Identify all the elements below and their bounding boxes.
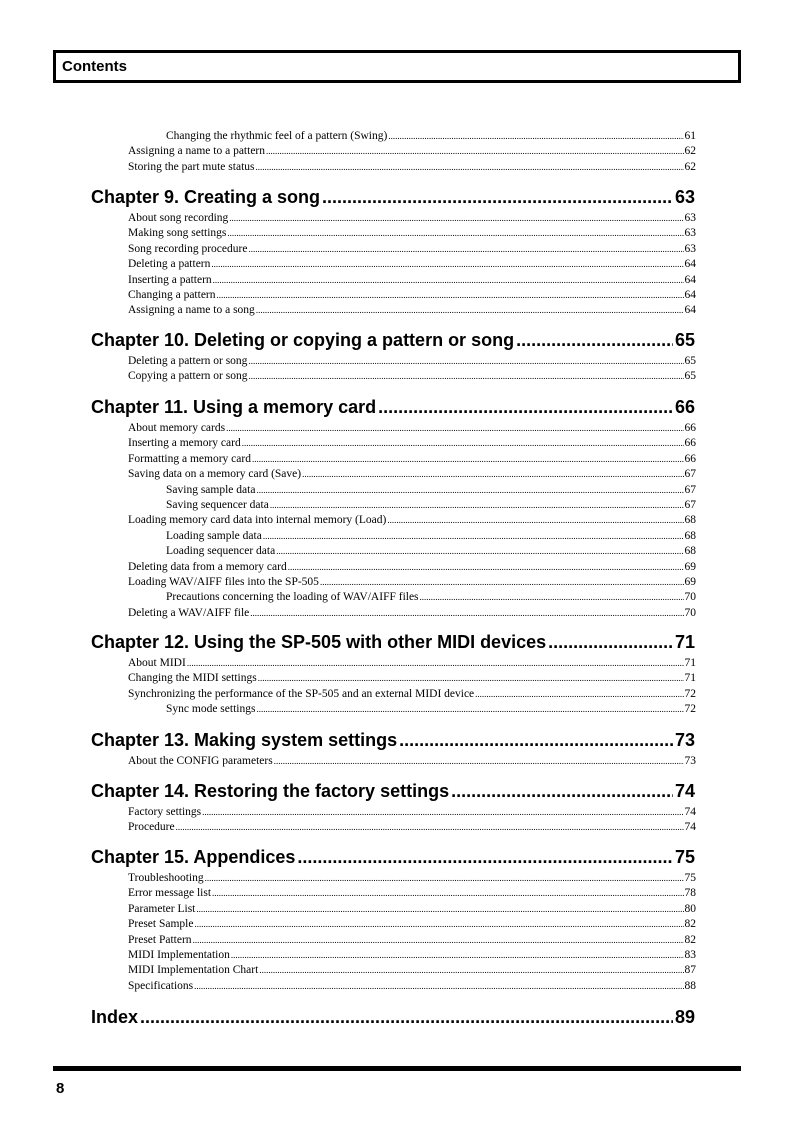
toc-entry-page: 64 [684, 273, 696, 286]
dot-leader [320, 575, 684, 589]
toc-entry-page: 74 [684, 821, 696, 834]
chapter-title: Chapter 13. Making system settings [91, 730, 398, 750]
chapter-heading[interactable] [91, 631, 695, 653]
dot-leader [217, 288, 684, 302]
chapter-page: 75 [674, 847, 695, 867]
toc-entry-title: Song recording procedure [128, 242, 248, 255]
toc-entry[interactable] [128, 656, 696, 670]
toc-entry-title: Changing the rhythmic feel of a pattern (Swing) [166, 130, 388, 142]
toc-entry-title: Inserting a pattern [128, 273, 212, 286]
dot-leader [259, 963, 683, 977]
chapter-page: 73 [674, 730, 695, 750]
toc-entry-page: 62 [684, 145, 696, 158]
dot-leader [387, 513, 683, 527]
dot-leader [248, 369, 683, 383]
toc-entry-title: Loading sample data [166, 529, 262, 542]
toc-entry-title: About song recording [128, 212, 229, 224]
toc-entry-title: Preset Sample [128, 918, 194, 931]
dot-leader [227, 226, 683, 240]
dot-leader [226, 421, 683, 435]
chapter-page: 89 [674, 1007, 695, 1027]
toc-entry[interactable] [166, 129, 696, 143]
chapter-page: 71 [674, 632, 695, 652]
toc-entry-title: Inserting a memory card [128, 437, 241, 450]
dot-leader [140, 1006, 673, 1028]
toc-entry[interactable] [128, 257, 696, 271]
toc-entry[interactable] [128, 303, 696, 317]
toc-entry-page: 78 [684, 887, 696, 900]
toc-entry[interactable] [128, 211, 696, 225]
toc-entry-page: 66 [684, 437, 696, 450]
toc-entry[interactable] [128, 421, 696, 435]
toc-entry[interactable] [166, 544, 696, 558]
footer-rule [53, 1066, 741, 1071]
dot-leader [399, 729, 673, 751]
toc-entry-title: Assigning a name to a song [128, 304, 255, 317]
chapter-page: 63 [674, 187, 695, 207]
toc-entry-page: 67 [684, 483, 696, 496]
toc-entry-page: 66 [684, 452, 696, 465]
toc-entry-page: 80 [684, 902, 696, 915]
toc-entry-page: 72 [684, 703, 696, 716]
toc-entry-page: 82 [684, 918, 696, 931]
section-title: Contents [62, 58, 127, 75]
dot-leader [288, 560, 684, 574]
toc-entry-page: 68 [684, 529, 696, 542]
chapter-heading[interactable] [91, 329, 695, 351]
chapter-page: 66 [674, 397, 695, 417]
toc-entry[interactable] [128, 948, 696, 962]
toc-entry[interactable] [128, 575, 696, 589]
toc-entry[interactable] [128, 671, 696, 685]
dot-leader [250, 606, 683, 620]
dot-leader [322, 186, 673, 208]
dot-leader [451, 780, 673, 802]
dot-leader [211, 257, 683, 271]
dot-leader [202, 805, 683, 819]
toc-entry[interactable] [128, 467, 696, 481]
toc-entry-title: Loading sequencer data [166, 545, 276, 558]
toc-entry-page: 70 [684, 606, 696, 619]
chapter-heading[interactable] [91, 729, 695, 751]
toc-entry[interactable] [128, 805, 696, 819]
chapter-title: Chapter 12. Using the SP-505 with other MIDI devices [91, 632, 547, 652]
toc-entry-title: Changing the MIDI settings [128, 672, 257, 685]
toc-entry-title: Storing the part mute status [128, 160, 255, 173]
toc-entry-page: 69 [684, 560, 696, 573]
toc-entry-title: Preset Pattern [128, 933, 192, 946]
toc-entry-title: Deleting a pattern or song [128, 355, 248, 367]
chapter-title: Chapter 9. Creating a song [91, 187, 321, 207]
toc-entry-page: 70 [684, 591, 696, 604]
toc-entry[interactable] [128, 754, 696, 768]
toc-entry[interactable] [128, 436, 696, 450]
toc-entry-title: Factory settings [128, 806, 202, 818]
chapter-title: Chapter 14. Restoring the factory settings [91, 781, 450, 801]
toc-entry-page: 83 [684, 949, 696, 961]
toc-entry-page: 88 [684, 979, 696, 992]
toc-entry[interactable] [128, 452, 696, 466]
toc-entry-page: 67 [684, 499, 696, 511]
toc-entry-page: 64 [684, 289, 696, 301]
dot-leader [297, 846, 673, 868]
dot-leader [194, 917, 683, 931]
toc-entry-title: Deleting data from a memory card [128, 560, 287, 573]
toc-entry[interactable] [128, 513, 696, 527]
dot-leader [176, 820, 684, 834]
toc-entry-page: 67 [684, 468, 696, 481]
toc-entry-page: 63 [684, 227, 696, 240]
toc-entry-title: Saving sample data [166, 483, 256, 496]
toc-entry-page: 68 [684, 514, 696, 527]
dot-leader [205, 871, 684, 885]
dot-leader [212, 886, 683, 900]
toc-entry[interactable] [128, 242, 696, 256]
toc-entry-page: 65 [684, 370, 696, 383]
toc-entry-title: Procedure [128, 821, 175, 834]
toc-entry-title: About memory cards [128, 422, 226, 434]
toc-entry[interactable] [166, 483, 696, 497]
toc-entry-page: 73 [684, 755, 696, 767]
toc-entry-title: MIDI Implementation [128, 949, 230, 961]
dot-leader [263, 529, 684, 543]
toc-entry-title: Parameter List [128, 902, 196, 915]
dot-leader [270, 498, 684, 512]
dot-leader [475, 687, 683, 701]
toc-entry-page: 62 [684, 160, 696, 173]
toc-entry[interactable] [128, 560, 696, 574]
toc-entry[interactable] [166, 702, 696, 716]
dot-leader [231, 948, 684, 962]
chapter-heading[interactable] [91, 780, 695, 802]
toc-entry-page: 66 [684, 422, 696, 434]
toc-entry[interactable] [128, 917, 696, 931]
dot-leader [196, 902, 683, 916]
toc-entry-title: Loading WAV/AIFF files into the SP-505 [128, 576, 319, 588]
chapter-heading[interactable] [91, 186, 695, 208]
toc-entry-title: Copying a pattern or song [128, 370, 248, 383]
toc-entry[interactable] [128, 288, 696, 302]
toc-entry-title: Sync mode settings [166, 703, 256, 716]
toc-entry-page: 65 [684, 355, 696, 367]
toc-entry-title: Specifications [128, 979, 194, 992]
section-header-box [53, 50, 741, 83]
toc-entry[interactable] [128, 369, 696, 383]
toc-entry-title: Troubleshooting [128, 872, 204, 884]
dot-leader [388, 129, 683, 143]
dot-leader [256, 483, 683, 497]
dot-leader [255, 160, 683, 174]
chapter-page: 74 [674, 781, 695, 801]
toc-entry-title: Synchronizing the performance of the SP-505 and an external MIDI device [128, 687, 475, 700]
dot-leader [248, 354, 683, 368]
toc-entry-title: About the CONFIG parameters [128, 755, 273, 767]
toc-entry[interactable] [128, 160, 696, 174]
dot-leader [213, 273, 684, 287]
toc-entry-page: 68 [684, 545, 696, 558]
toc-entry[interactable] [128, 979, 696, 993]
toc-entry-title: Precautions concerning the loading of WAV/AIFF files [166, 591, 419, 604]
toc-entry-title: Formatting a memory card [128, 452, 251, 465]
chapter-title: Index [91, 1007, 139, 1027]
toc-entry-page: 63 [684, 212, 696, 224]
toc-entry-page: 72 [684, 687, 696, 700]
page-number: 8 [56, 1080, 65, 1097]
dot-leader [258, 671, 684, 685]
dot-leader [516, 329, 673, 351]
dot-leader [187, 656, 684, 670]
toc-entry-title: Saving sequencer data [166, 499, 269, 511]
toc-entry-title: Deleting a WAV/AIFF file [128, 606, 250, 619]
toc-entry-page: 74 [684, 806, 696, 818]
toc-entry[interactable] [128, 963, 696, 977]
toc-entry-page: 71 [684, 657, 696, 669]
toc-entry-title: Error message list [128, 887, 212, 900]
chapter-page: 65 [674, 330, 695, 350]
toc-entry-page: 61 [684, 130, 696, 142]
toc-entry[interactable] [128, 226, 696, 240]
toc-entry[interactable] [166, 590, 696, 604]
toc-entry[interactable] [128, 687, 696, 701]
dot-leader [229, 211, 683, 225]
chapter-title: Chapter 10. Deleting or copying a pattern or song [91, 330, 515, 350]
toc-entry-title: Saving data on a memory card (Save) [128, 468, 302, 481]
toc-entry-title: Changing a pattern [128, 289, 216, 301]
toc-entry-page: 64 [684, 304, 696, 317]
chapter-title: Chapter 11. Using a memory card [91, 397, 377, 417]
toc-entry[interactable] [128, 273, 696, 287]
toc-entry[interactable] [128, 886, 696, 900]
toc-entry[interactable] [128, 144, 696, 158]
dot-leader [378, 396, 673, 418]
dot-leader [274, 754, 684, 768]
dot-leader [252, 452, 684, 466]
dot-leader [193, 933, 684, 947]
dot-leader [420, 590, 684, 604]
dot-leader [248, 242, 683, 256]
toc-entry-page: 82 [684, 933, 696, 946]
toc-entry-title: Deleting a pattern [128, 258, 211, 271]
dot-leader [276, 544, 683, 558]
toc-entry-page: 64 [684, 258, 696, 271]
toc-entry-page: 75 [684, 872, 696, 884]
toc-entry-page: 71 [684, 672, 696, 685]
chapter-title: Chapter 15. Appendices [91, 847, 296, 867]
toc-entry-title: About MIDI [128, 657, 186, 669]
toc-entry-page: 63 [684, 242, 696, 255]
dot-leader [256, 702, 683, 716]
dot-leader [256, 303, 684, 317]
toc-entry[interactable] [166, 498, 696, 512]
toc-entry[interactable] [128, 354, 696, 368]
toc-entry-title: Loading memory card data into internal memory (Load) [128, 514, 387, 527]
dot-leader [242, 436, 684, 450]
dot-leader [194, 979, 683, 993]
toc-entry[interactable] [128, 606, 696, 620]
toc-entry[interactable] [166, 529, 696, 543]
chapter-heading[interactable] [91, 846, 695, 868]
index-heading[interactable] [91, 1006, 695, 1028]
toc-entry[interactable] [128, 871, 696, 885]
toc-entry[interactable] [128, 933, 696, 947]
dot-leader [302, 467, 683, 481]
dot-leader [548, 631, 673, 653]
dot-leader [266, 144, 683, 158]
toc-entry-title: Making song settings [128, 227, 227, 240]
toc-entry-page: 69 [684, 576, 696, 588]
toc-entry[interactable] [128, 820, 696, 834]
toc-entry-title: Assigning a name to a pattern [128, 145, 266, 158]
toc-entry[interactable] [128, 902, 696, 916]
toc-entry-page: 87 [684, 964, 696, 977]
toc-entry-title: MIDI Implementation Chart [128, 964, 259, 977]
chapter-heading[interactable] [91, 396, 695, 418]
